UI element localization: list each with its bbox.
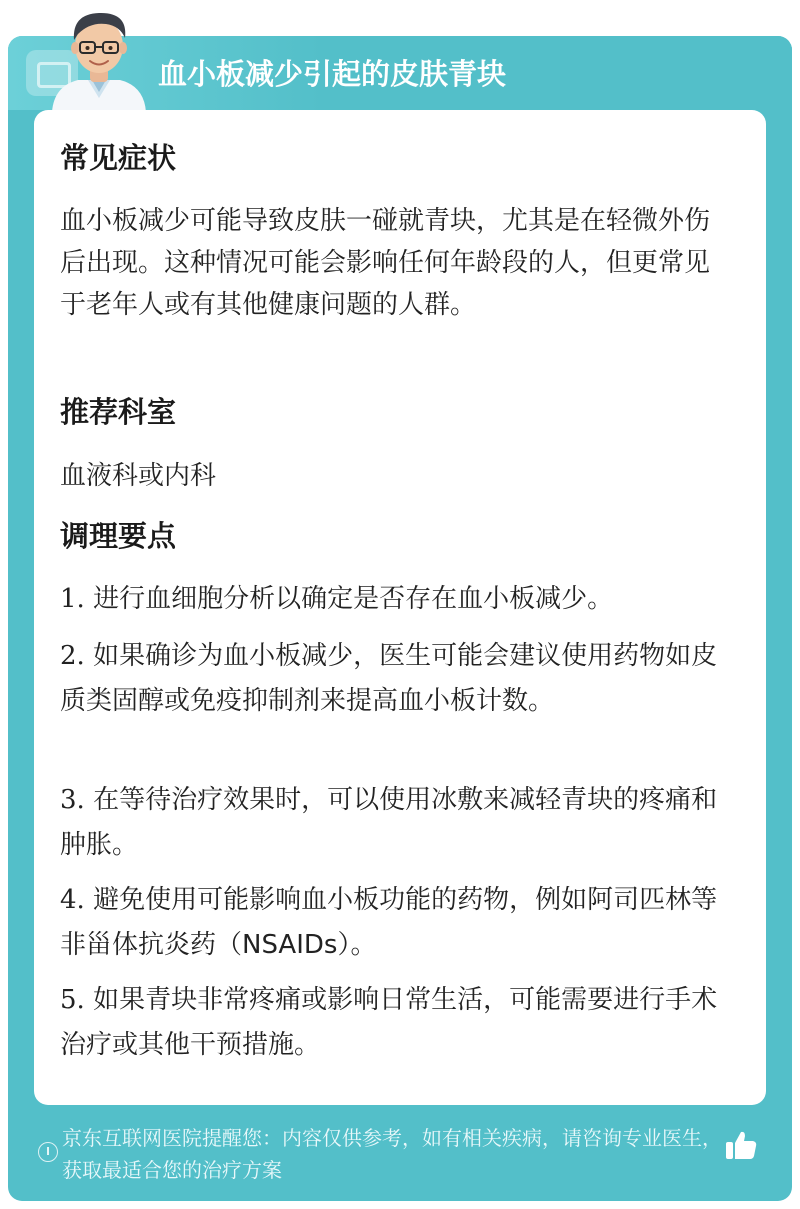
page-title: 血小板减少引起的皮肤青块 [158, 57, 507, 91]
care-item [60, 778, 732, 868]
section-title-department: 推荐科室 [60, 395, 177, 429]
section-title-care: 调理要点 [60, 519, 177, 553]
care-item-text: 进行血细胞分析以确定是否存在血小板减少。 [93, 584, 614, 614]
care-item-number: 5. [60, 985, 85, 1015]
care-item-number: 2. [60, 641, 85, 671]
care-item [60, 978, 732, 1068]
content-panel [34, 110, 766, 1105]
care-item-number: 4. [60, 885, 85, 915]
care-item-text: 避免使用可能影响血小板功能的药物，例如阿司匹林等非甾体抗炎药（NSAIDs）。 [60, 885, 718, 960]
department-text: 血液科或内科 [60, 461, 217, 491]
info-icon [38, 1142, 58, 1162]
care-item-text: 如果青块非常疼痛或影响日常生活，可能需要进行手术治疗或其他干预措施。 [60, 985, 718, 1060]
care-item-text: 在等待治疗效果时，可以使用冰敷来减轻青块的疼痛和肿胀。 [60, 785, 718, 860]
care-item [60, 878, 732, 968]
footer-disclaimer: 京东互联网医院提醒您：内容仅供参考，如有相关疾病，请咨询专业医生，获取最适合您的治疗方案 [62, 1126, 722, 1182]
doctor-avatar [44, 8, 154, 112]
care-item [60, 577, 732, 622]
section-title-symptoms: 常见症状 [60, 141, 177, 175]
symptoms-text: 血小板减少可能导致皮肤一碰就青块，尤其是在轻微外伤后出现。这种情况可能会影响任何年龄段的人，但更常见于老年人或有其他健康问题的人群。 [60, 206, 711, 320]
care-item [60, 634, 732, 724]
care-item-number: 3. [60, 785, 85, 815]
care-item-number: 1. [60, 584, 85, 614]
care-item-text: 如果确诊为血小板减少，医生可能会建议使用药物如皮质类固醇或免疫抑制剂来提高血小板计数。 [60, 641, 718, 716]
thumbs-up-icon[interactable] [724, 1128, 758, 1162]
